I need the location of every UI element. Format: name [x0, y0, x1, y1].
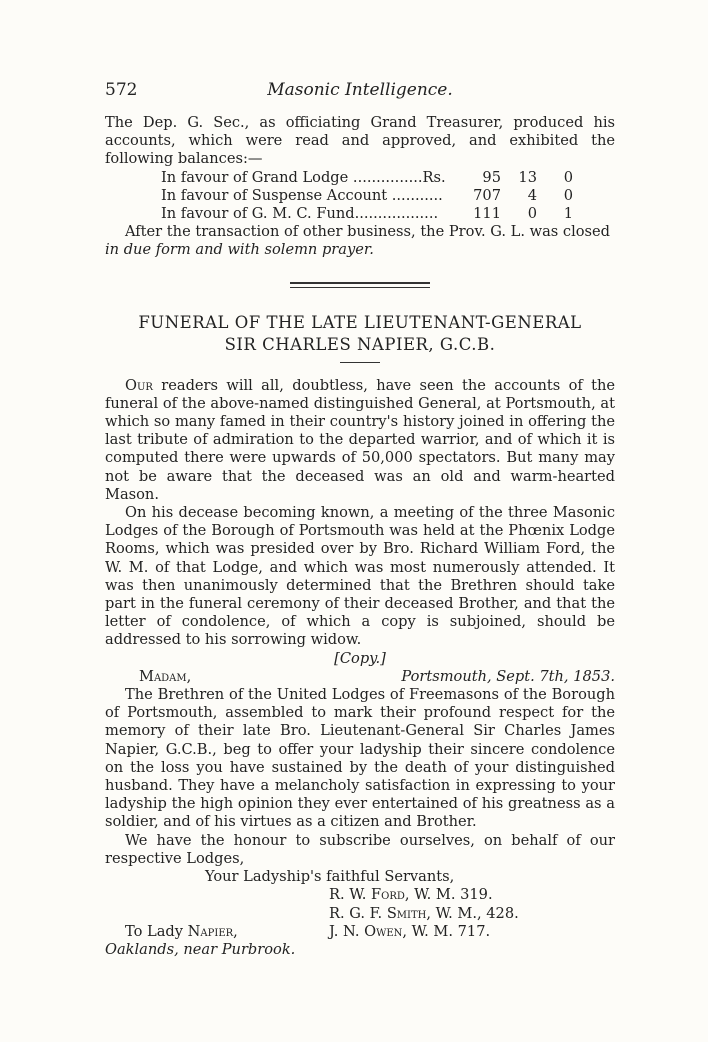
- addressee-name: Napier: [187, 922, 234, 940]
- table-row: [161, 169, 573, 187]
- divider-thick: [290, 282, 430, 284]
- balance-pice: 1: [563, 205, 573, 223]
- intro-paragraph: The Dep. G. Sec., as officiating Grand Treasurer, produced his accounts, which were read and approved, and exhibited the following balances:—: [105, 114, 615, 168]
- article-title: [105, 312, 615, 356]
- balances-table: [161, 169, 573, 224]
- balance-desc: In favour of Grand Lodge ...............Rs.: [161, 168, 446, 186]
- balance-annas: 0: [527, 205, 537, 223]
- signature: R. G. F. Smith, W. M., 428.: [329, 904, 519, 922]
- table-row: [161, 205, 573, 223]
- closing-line-cont: in due form and with solemn prayer.: [105, 241, 374, 259]
- article-paragraph: [105, 377, 615, 504]
- place-date: Portsmouth, Sept. 7th, 1853.: [401, 667, 615, 685]
- title-rule: [340, 362, 380, 363]
- title-line-2: SIR CHARLES NAPIER, G.C.B.: [224, 334, 496, 354]
- title-line-1: FUNERAL OF THE LATE LIEUTENANT-GENERAL: [138, 312, 582, 332]
- signature: J. N. Owen, W. M. 717.: [329, 922, 491, 940]
- table-row: [161, 187, 573, 205]
- letter-paragraph: We have the honour to subscribe ourselves, on behalf of our respective Lodges,: [105, 831, 615, 867]
- complimentary-close: Your Ladyship's faithful Servants,: [205, 868, 455, 886]
- closing-line: After the transaction of other business, the Prov. G. L. was closed: [125, 223, 611, 241]
- addressee: To Lady Napier,: [125, 922, 238, 940]
- balance-rupees: 95: [482, 168, 501, 186]
- running-head: Masonic Intelligence.: [267, 80, 453, 100]
- balance-pice: 0: [563, 168, 573, 186]
- divider-thin: [290, 287, 430, 288]
- article-paragraph: On his decease becoming known, a meeting of the three Masonic Lodges of the Borough of Portsmouth was held at the Phœnix Lodge Rooms, which was presided over by Bro. Richard William Ford, the W. M. of that Lodge, and which was most numerously attended. It was then unanimously determined that the Brethren should take part in the funeral ceremony of their deceased Brother, and that the letter of condolence, of which a copy is subjoined, should be addressed to his sorrowing widow.: [105, 504, 615, 649]
- salutation: Madam,: [139, 667, 192, 685]
- paragraph-text: readers will all, doubtless, have seen the accounts of the funeral of the above-named distinguished General, at Portsmouth, at which so many famed in their country's history joined in offering the last tribute of admiration to the departed warrior, and of which it is computed there were upwards of 50,000 spectators. But many may not be aware that the deceased was an old and warm-hearted Mason.: [105, 376, 615, 503]
- balance-annas: 13: [518, 168, 537, 186]
- signature-name: Ford: [371, 886, 405, 904]
- address: Oaklands, near Purbrook.: [105, 940, 296, 958]
- section-divider: [105, 282, 615, 290]
- balance-annas: 4: [527, 186, 537, 204]
- page-body: [105, 114, 615, 959]
- balance-desc: In favour of Suspense Account ...........: [161, 186, 443, 204]
- letter-paragraph: The Brethren of the United Lodges of Freemasons of the Borough of Portsmouth, assembled to mark their profound respect for the memory of their late Bro. Lieutenant-General Sir Charles James Napier, G.C.B., beg to offer your ladyship their sincere condolence on the loss you have sustained by the death of your distinguished husband. They have a melancholy satisfaction in expressing to your ladyship the high opinion they ever entertained of his greatness as a soldier, and of his virtues as a citizen and Brother.: [105, 686, 615, 831]
- signature: R. W. Ford, W. M. 319.: [329, 886, 493, 904]
- balance-rupees: 111: [473, 205, 501, 223]
- copy-label: [Copy.]: [334, 649, 386, 667]
- balance-pice: 0: [563, 186, 573, 204]
- signature-name: Smith: [386, 904, 427, 922]
- page-header: [105, 80, 615, 104]
- signature-name: Owen: [364, 922, 403, 940]
- balance-rupees: 707: [473, 186, 501, 204]
- letter-heading: [105, 668, 615, 686]
- page-number: 572: [105, 80, 138, 100]
- addressee-row: [105, 923, 615, 941]
- drop-lead-word: Our: [125, 376, 153, 394]
- balance-desc: In favour of G. M. C. Fund..................: [161, 205, 439, 223]
